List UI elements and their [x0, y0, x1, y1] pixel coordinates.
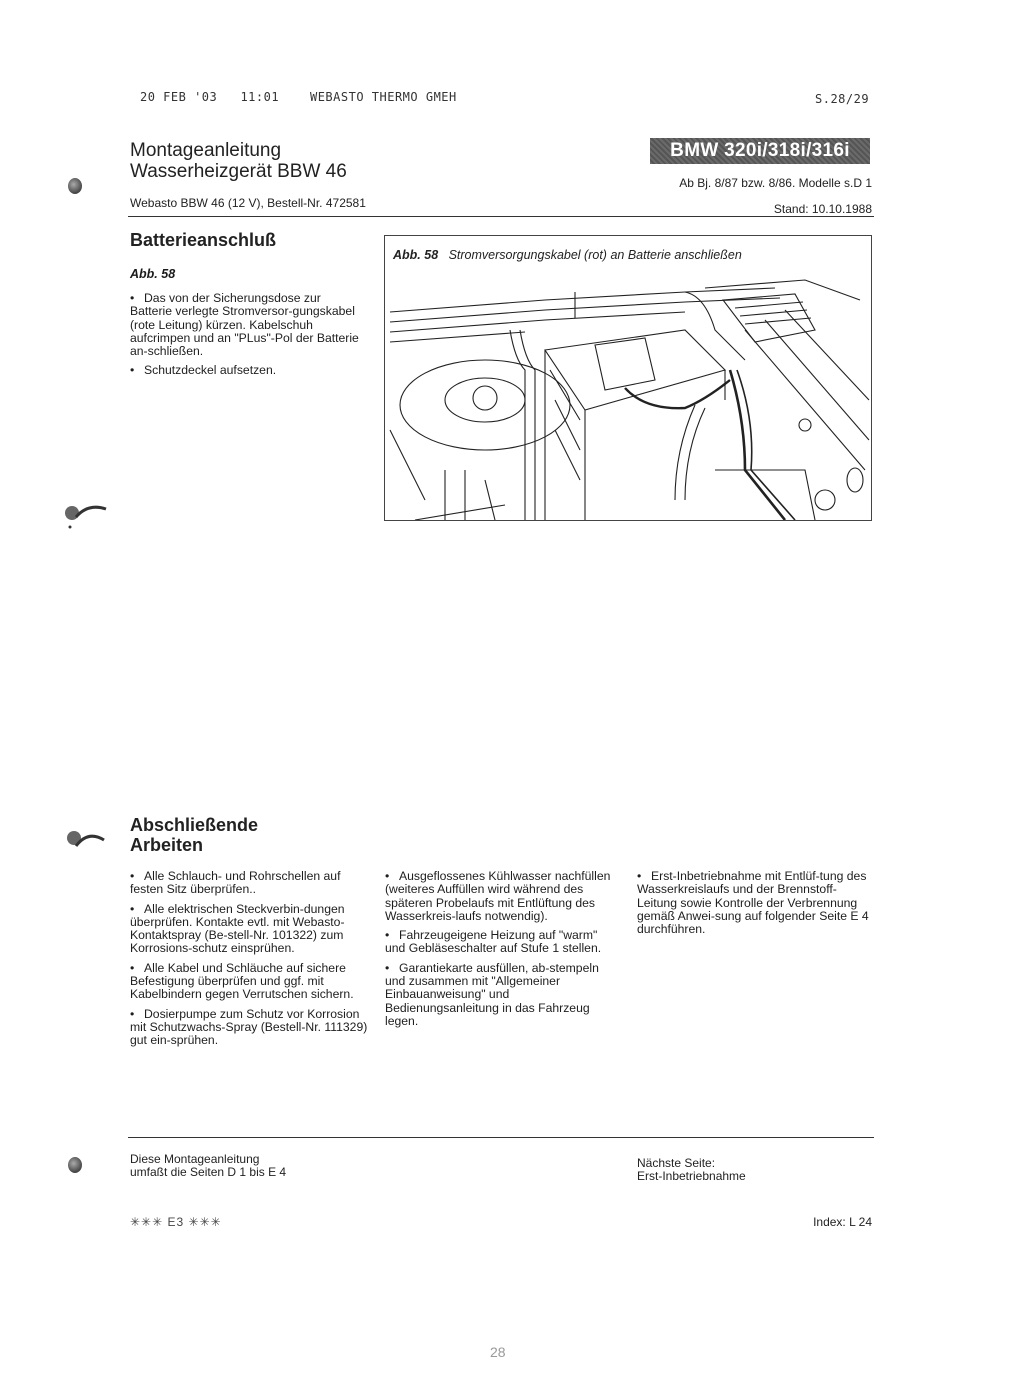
figure-caption-text: Stromversorgungskabel (rot) an Batterie anschließen — [448, 248, 742, 262]
product-subtitle: Webasto BBW 46 (12 V), Bestell-Nr. 472581 — [130, 196, 366, 210]
final-column-1 — [130, 870, 370, 1054]
section-heading-battery: Batterieanschluß — [130, 230, 277, 250]
engine-bay-illustration — [385, 270, 871, 520]
battery-instructions — [130, 292, 362, 384]
next-page-note — [637, 1157, 746, 1183]
fax-time: 11:01 — [240, 90, 280, 104]
instruction-item: • Erst-Inbetriebnahme mit Entlüf-tung des Wasserkreislaufs und der Brennstoff-Leitung sowie Kontrolle der Verbrennung gemäß Anwei-sung auf folgender Seite E 4 durchführen. — [637, 869, 869, 937]
document-title — [130, 140, 347, 182]
instruction-item: • Fahrzeugeigene Heizung auf "warm" und Gebläseschalter auf Stufe 1 stellen. — [385, 928, 602, 956]
page-number: 28 — [490, 1344, 506, 1360]
next-page-label: Nächste Seite: — [637, 1156, 716, 1170]
title-line-1: Montageanleitung — [130, 140, 282, 161]
title-line-2: Wasserheizgerät BBW 46 — [130, 161, 347, 182]
fax-header — [140, 90, 457, 104]
instruction-item: • Alle elektrischen Steckverbin-dungen überprüfen. Kontakte evtl. mit Webasto-Kontaktspray (Be-stell-Nr. 101322) zum Korrosions-schutz einsprühen. — [130, 901, 345, 956]
page-code: ✳✳✳ E3 ✳✳✳ — [130, 1215, 222, 1229]
heading-line-2: Arbeiten — [130, 835, 204, 855]
instruction-item: • Dosierpumpe zum Schutz vor Korrosion mit Schutzwachs-Spray (Bestell-Nr. 111329) gut ein-sprühen. — [130, 1006, 368, 1048]
fax-date: 20 FEB '03 — [140, 90, 218, 104]
figure-caption — [393, 248, 742, 262]
header-divider — [128, 216, 874, 217]
revision-date: Stand: 10.10.1988 — [773, 202, 872, 216]
fax-page: S.28/29 — [815, 92, 870, 106]
instruction-item: • Alle Kabel und Schläuche auf sichere Befestigung überprüfen und ggf. mit Kabelbindern gegen Verrutschen sichern. — [130, 960, 354, 1002]
instruction-item: • Schutzdeckel aufsetzen. — [130, 363, 277, 378]
punch-hole-smudge-icon — [64, 824, 120, 864]
index-label: Index: L 24 — [813, 1215, 872, 1229]
vehicle-badge: BMW 320i/318i/316i — [650, 138, 870, 164]
instruction-item: • Ausgeflossenes Kühlwasser nachfüllen (weiteres Auffüllen wird während des späteren Probelaufs mit Entlüftung des Wasserkreis-laufs notwendig). — [385, 869, 611, 923]
figure-reference: Abb. 58 — [130, 267, 176, 281]
final-column-3 — [637, 870, 873, 942]
section-heading-final — [130, 815, 258, 855]
punch-hole-icon — [68, 178, 82, 194]
instruction-item: • Garantiekarte ausfüllen, ab-stempeln und zusammen mit "Allgemeiner Einbauanweisung" und Bedienungsanleitung in das Fahrzeug legen. — [385, 960, 599, 1028]
figure-58 — [384, 235, 872, 521]
model-years: Ab Bj. 8/87 bzw. 8/86. Modelle s.D 1 — [679, 176, 872, 190]
scope-note: Diese Montageanleitung umfaßt die Seiten D 1 bis E 4 — [130, 1152, 287, 1179]
footer-divider — [128, 1137, 874, 1138]
final-column-2 — [385, 870, 617, 1034]
punch-hole-icon — [68, 1157, 82, 1173]
instruction-item: • Alle Schlauch- und Rohrschellen auf festen Sitz überprüfen.. — [130, 869, 341, 897]
next-page-value: Erst-Inbetriebnahme — [637, 1169, 746, 1183]
instruction-item: • Das von der Sicherungsdose zur Batterie verlegte Stromversor-gungskabel (rote Leitung) kürzen. Kabelschuh aufcrimpen und an "PLus"-Pol der Batterie an-schließen. — [130, 291, 359, 359]
heading-line-1: Abschließende — [130, 815, 259, 835]
figure-label: Abb. 58 — [393, 248, 439, 262]
fax-sender: WEBASTO THERMO GMEH — [309, 90, 457, 104]
punch-hole-smudge-icon — [62, 495, 114, 531]
